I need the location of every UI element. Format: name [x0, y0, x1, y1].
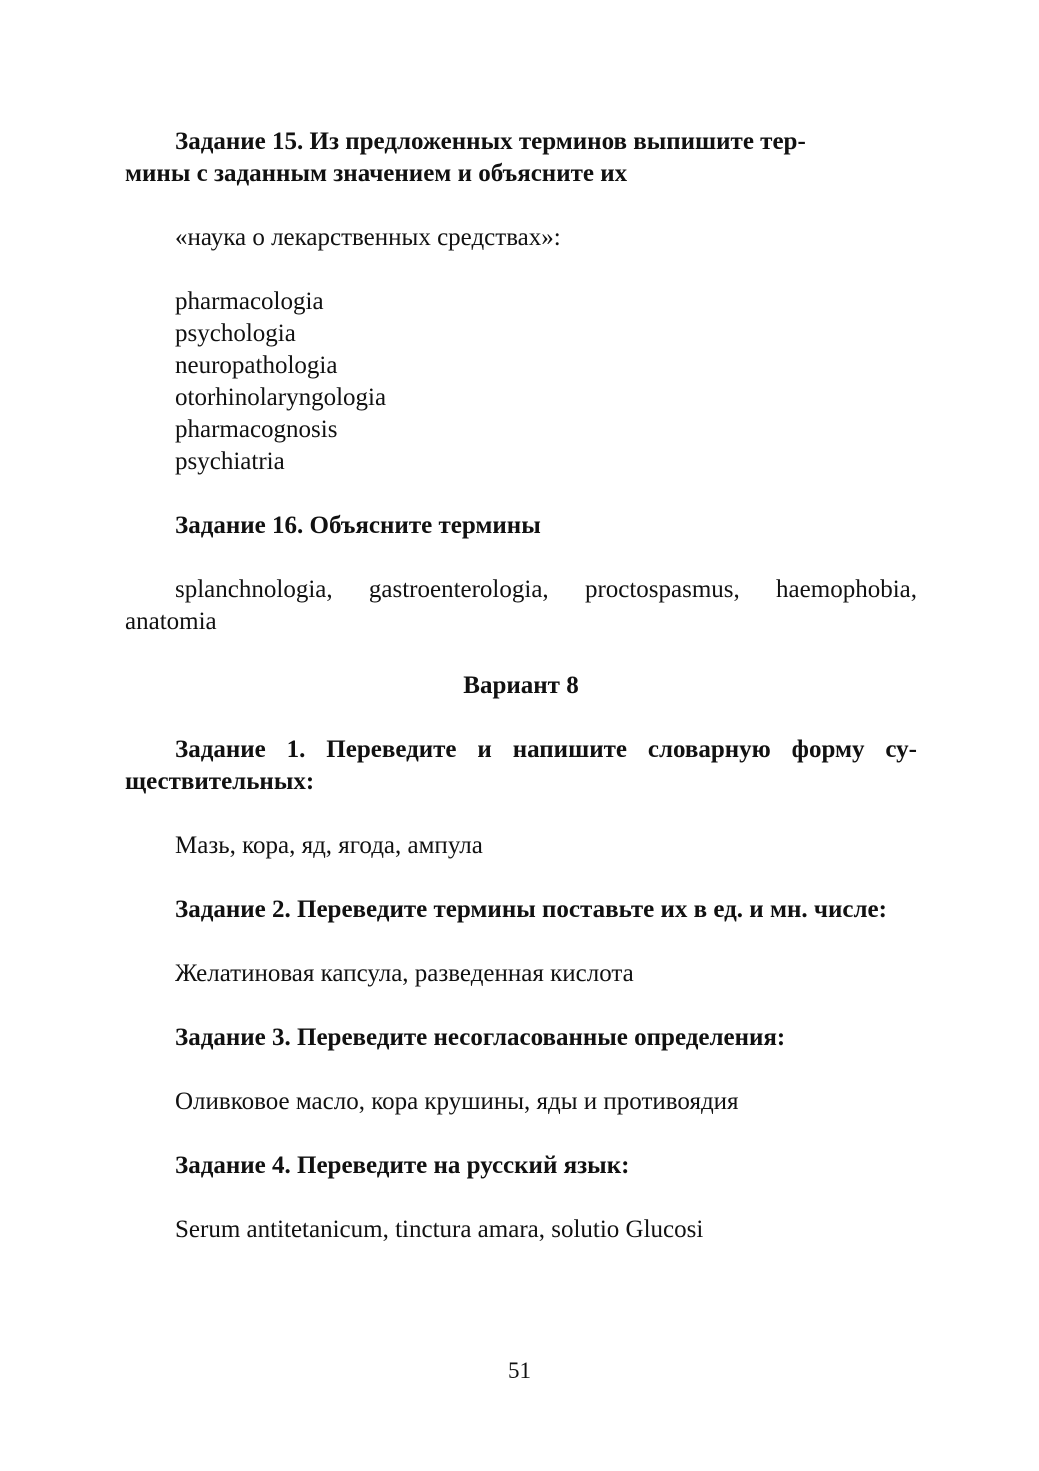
v8-task-4-heading: Задание 4. Переведите на русский язык: — [175, 1152, 630, 1179]
task-15-heading — [125, 126, 917, 190]
list-item: psychologia — [175, 320, 296, 347]
task-15-term-list — [125, 286, 917, 478]
task-16-text: splanchnologia, gastroenterologia, proctospasmus, haemophobia, anatomia — [125, 576, 917, 635]
task-16-heading: Задание 16. Объясните термины — [175, 512, 541, 539]
page-number: 51 — [508, 1358, 531, 1383]
task-15-heading-line-2: мины с заданным значением и объясните их — [125, 160, 628, 187]
v8-task-4-text: Serum antitetanicum, tinctura amara, solutio Glucosi — [175, 1216, 704, 1243]
list-item: psychiatria — [175, 448, 285, 475]
v8-task-2-heading: Задание 2. Переведите термины поставьте их в ед. и мн. числе: — [175, 896, 887, 923]
v8-task-2-text: Желатиновая капсула, разведенная кислота — [175, 960, 634, 987]
page-content — [125, 126, 917, 1246]
task-15-heading-line-1: Задание 15. Из предложенных терминов выпишите тер- — [175, 128, 806, 155]
list-item: neuropathologia — [175, 352, 338, 379]
v8-task-3-heading: Задание 3. Переведите несогласованные определения: — [175, 1024, 786, 1051]
v8-task-1-heading: Задание 1. Переведите и напишите словарную форму су-ществительных: — [125, 736, 917, 795]
list-item: pharmacologia — [175, 288, 324, 315]
list-item: pharmacognosis — [175, 416, 338, 443]
task-15-prompt: «наука о лекарственных средствах»: — [175, 224, 561, 251]
list-item: otorhinolaryngologia — [175, 384, 387, 411]
variant-title: Вариант 8 — [463, 672, 579, 699]
v8-task-1-text: Мазь, кора, яд, ягода, ампула — [175, 832, 483, 859]
v8-task-3-text: Оливковое масло, кора крушины, яды и противоядия — [175, 1088, 739, 1115]
